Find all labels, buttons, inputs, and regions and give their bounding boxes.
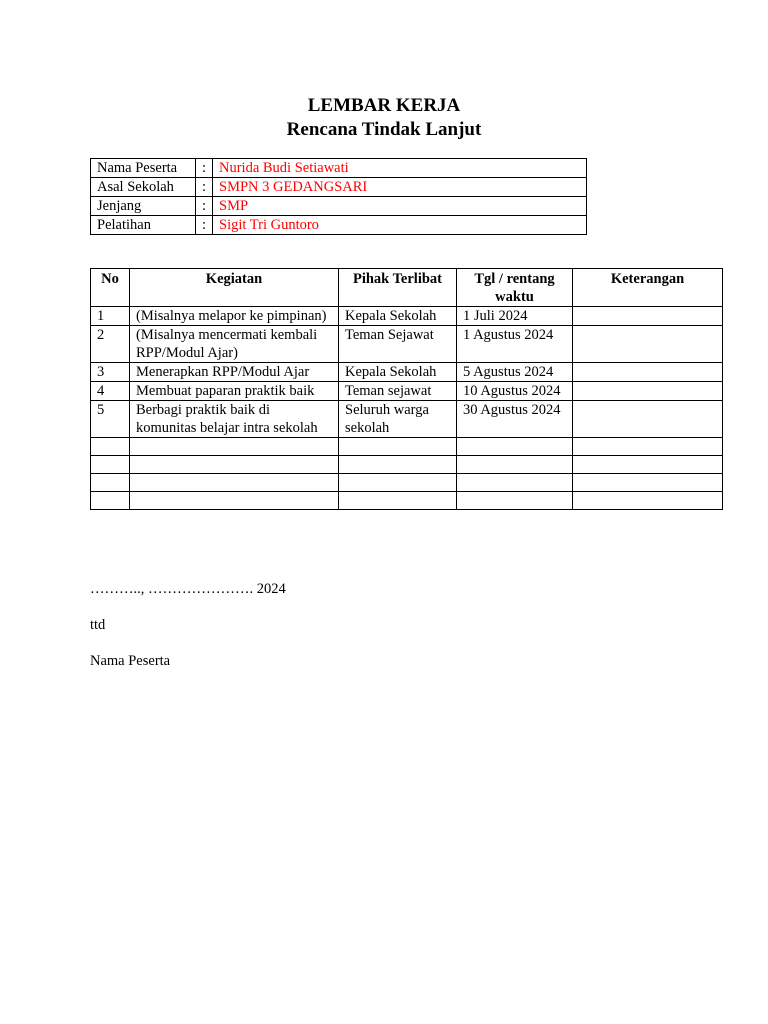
table-row [91,456,723,474]
table-row [91,438,723,456]
info-row [91,178,587,197]
info-label: Asal Sekolah [91,178,196,197]
table-cell: 1 Agustus 2024 [457,326,573,363]
table-cell [339,474,457,492]
table-cell [457,456,573,474]
table-cell [130,456,339,474]
table-cell: 1 [91,307,130,326]
table-row [91,382,723,401]
table-cell [457,438,573,456]
table-row [91,474,723,492]
table-cell: Seluruh warga sekolah [339,401,457,438]
table-cell [339,492,457,510]
signature-label: ttd [90,617,106,633]
table-cell: 4 [91,382,130,401]
table-cell [130,438,339,456]
table-cell [91,456,130,474]
table-cell [573,382,723,401]
table-cell: 3 [91,363,130,382]
table-cell [573,456,723,474]
table-cell: 5 [91,401,130,438]
info-label: Nama Peserta [91,159,196,178]
table-cell [339,456,457,474]
info-value: Nurida Budi Setiawati [213,159,587,178]
table-cell: 30 Agustus 2024 [457,401,573,438]
table-cell [573,492,723,510]
table-cell [573,401,723,438]
table-cell [573,326,723,363]
table-cell: (Misalnya melapor ke pimpinan) [130,307,339,326]
table-row [91,401,723,438]
participant-name-label: Nama Peserta [90,653,171,669]
participant-info-table [90,158,587,235]
table-cell: (Misalnya mencermati kembali RPP/Modul Ajar) [130,326,339,363]
table-cell [457,474,573,492]
column-header: Tgl / rentang waktu [457,269,573,307]
info-colon: : [196,216,213,235]
table-cell: Menerapkan RPP/Modul Ajar [130,363,339,382]
document-title [0,94,768,142]
table-cell [130,492,339,510]
table-cell: Membuat paparan praktik baik [130,382,339,401]
table-row [91,326,723,363]
column-header: Keterangan [573,269,723,307]
title-line-2: Rencana Tindak Lanjut [286,119,482,140]
table-cell: 5 Agustus 2024 [457,363,573,382]
table-cell [91,492,130,510]
table-cell: Teman sejawat [339,382,457,401]
table-cell [573,438,723,456]
table-cell: 2 [91,326,130,363]
table-cell [457,492,573,510]
info-label: Pelatihan [91,216,196,235]
column-header: Pihak Terlibat [339,269,457,307]
table-cell [573,363,723,382]
table-cell [91,474,130,492]
info-label: Jenjang [91,197,196,216]
table-row [91,363,723,382]
info-row [91,159,587,178]
table-cell: 1 Juli 2024 [457,307,573,326]
table-row [91,307,723,326]
info-colon: : [196,159,213,178]
column-header: Kegiatan [130,269,339,307]
info-row [91,197,587,216]
info-row [91,216,587,235]
table-cell [573,307,723,326]
info-colon: : [196,197,213,216]
table-cell [573,474,723,492]
table-cell: Berbagi praktik baik di komunitas belajar intra sekolah [130,401,339,438]
column-header: No [91,269,130,307]
table-cell: Teman Sejawat [339,326,457,363]
table-cell [339,438,457,456]
info-value: Sigit Tri Guntoro [213,216,587,235]
table-cell [91,438,130,456]
title-line-1: LEMBAR KERJA [307,95,461,116]
info-value: SMP [213,197,587,216]
activity-plan-table [90,268,723,510]
info-value: SMPN 3 GEDANGSARI [213,178,587,197]
date-line: ……….., …………………. 2024 [90,581,286,597]
table-cell [130,474,339,492]
table-header-row [91,269,723,307]
table-cell: 10 Agustus 2024 [457,382,573,401]
table-cell: Kepala Sekolah [339,363,457,382]
info-colon: : [196,178,213,197]
table-row [91,492,723,510]
table-cell: Kepala Sekolah [339,307,457,326]
